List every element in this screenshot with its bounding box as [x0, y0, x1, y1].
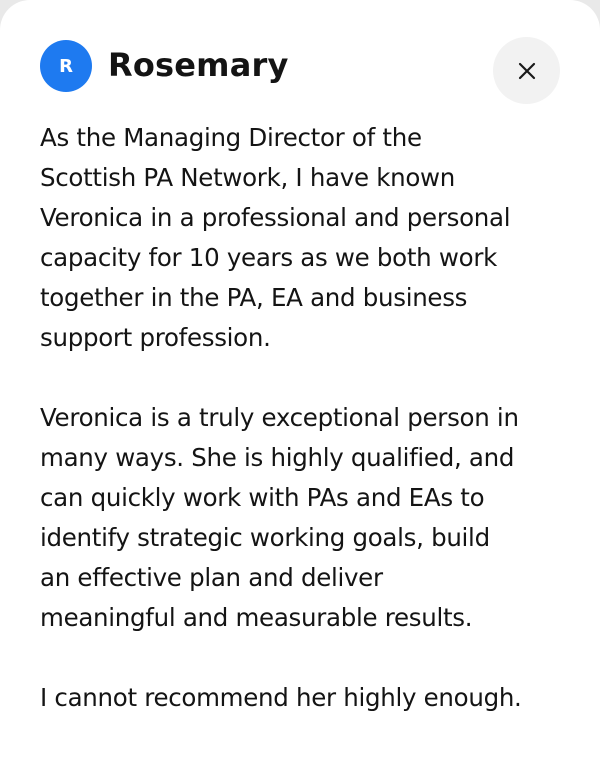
review-paragraph-1: As the Managing Director of the Scottish PA Network, I have known Veronica in a professional and personal capacity for 10 years as we both work together in the PA, EA and business support profession.	[40, 123, 511, 352]
author-name: Rosemary	[108, 46, 289, 84]
review-body	[40, 118, 580, 758]
close-button[interactable]	[493, 37, 560, 104]
review-paragraph-2: Veronica is a truly exceptional person in many ways. She is highly qualified, and can quickly work with PAs and EAs to identify strategic working goals, build an effective plan and deliver meaningful and measurable results.	[40, 403, 519, 632]
avatar-initial: R	[59, 55, 73, 77]
review-paragraph-3: I cannot recommend her highly enough.	[40, 683, 522, 712]
close-icon	[518, 62, 536, 80]
avatar	[40, 40, 92, 92]
